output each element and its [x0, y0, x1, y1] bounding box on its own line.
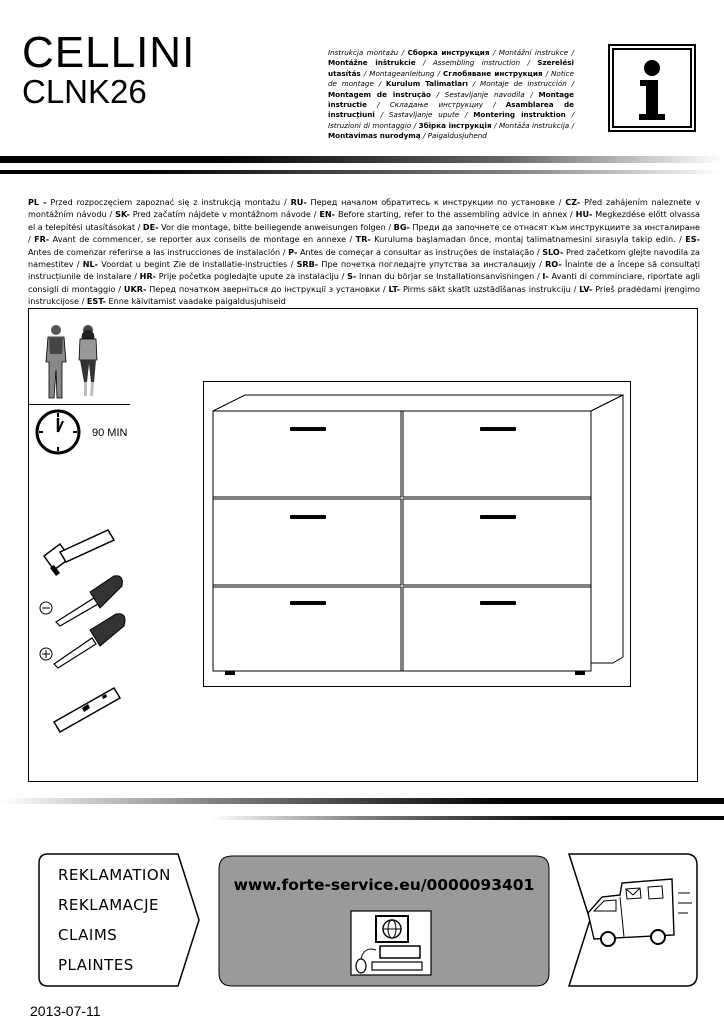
notice-text: Avanti di comminciare, riportate agli consigli di montaggio / [28, 271, 700, 294]
notice-text: Innan du börjar se Installationsanvisningen / [356, 271, 543, 282]
notice-text: Voordat u begint Zie de installatie-instructies / [98, 259, 297, 270]
language-code: SK- [115, 209, 130, 220]
header-divider-thin [0, 170, 724, 174]
language-code: P- [288, 246, 298, 257]
notice-text: Перед началом обратитесь к инструкции по установке / [306, 197, 566, 207]
language-code: EN- [319, 209, 336, 220]
notice-text: Antes de comenzar referirse a las instrucciones de instalación / [28, 246, 289, 257]
language-title: Montaje de instrucción [480, 79, 567, 89]
language-title: Montageanleitung [369, 68, 435, 78]
language-title: Montavimas nurodymą [328, 131, 421, 141]
claim-label: CLAIMS [58, 926, 118, 944]
notice-text: Kuruluma başlamadan önce, montaj talimatnamesini sırasıyla takip edin. / [370, 234, 686, 245]
product-title: CELLINI [22, 28, 196, 77]
language-code: HR- [139, 271, 157, 282]
info-i-icon [608, 44, 696, 132]
language-code: RO- [545, 259, 562, 270]
language-code: SRB- [296, 259, 319, 270]
language-title: Збірка інструкція [418, 120, 492, 130]
hammer-icon [44, 530, 114, 576]
language-title: Montážne inštrukcie [328, 58, 416, 68]
claim-label: PLAINTES [58, 956, 134, 974]
notice-text: Vor die montage, bitte beiliegende anweisungen folgen / [158, 221, 394, 232]
language-code: ES- [685, 234, 700, 245]
language-code: CZ- [565, 197, 581, 207]
language-title: Sestavljanje navodila [444, 89, 525, 99]
notice-text: Пре почетка погледајте упутства за инсталацију / [318, 259, 546, 270]
language-title: Сглобяване инструкция [443, 68, 543, 78]
language-title: Sastavljanje upute [388, 110, 460, 120]
language-title: Instrukcja montażu [328, 48, 399, 57]
notice-text: Megkezdése előtt olvassa el a telepítési utasításokat / [28, 209, 700, 232]
notice-text: Pirms sākt skatīt uzstādīšanas instrukciju / [400, 283, 580, 294]
spirit-level-icon [54, 688, 120, 732]
language-title: Paigaldusjuhend [427, 131, 487, 141]
notice-text: Před zahájením naleznete v montážním návodu / [28, 197, 700, 220]
notice-text: Pred začatím nájdete v montážnom návode / [129, 209, 320, 220]
notice-text: Pred začetkom glejte navodila za namestitev / [28, 246, 700, 270]
language-code: HU- [575, 209, 593, 220]
language-code: S- [347, 271, 357, 282]
two-people-icon [40, 322, 110, 402]
footer-divider [0, 798, 724, 804]
language-title: Montāža instrukcija [498, 120, 570, 130]
language-code: UKR- [123, 283, 147, 294]
notice-text: Prieš pradėdami įrengimo instrukcijose / [28, 283, 700, 307]
notice-text: Prije početka pogledajte upute za instalaciju / [156, 271, 348, 282]
phillips-screwdriver-icon [40, 614, 125, 668]
language-title: Складање инструкциу [389, 100, 483, 110]
notice-text: Antes de começar a consultar as instruções de instalação / [297, 246, 543, 257]
clock-icon [34, 408, 82, 456]
footer-divider-thin [210, 816, 724, 820]
language-title: Сборка инструкция [407, 48, 490, 57]
language-title: Montering instruktion [473, 110, 566, 120]
notice-text: Înainte de a începe să consultați instrucțiunile de instalare / [28, 259, 700, 282]
language-title: Montážní instrukce [498, 48, 569, 57]
document-date: 2013-07-11 [30, 1003, 101, 1019]
language-title: Kurulum Talimatları [385, 79, 469, 89]
assembly-duration: 90 MIN [92, 427, 128, 439]
claim-label: REKLAMATION [58, 866, 171, 884]
language-title: Assembling instruction [432, 58, 521, 68]
language-code: RU- [290, 197, 307, 207]
notice-text: Преди да започнете се отнасят към инструкциите за инсталиране / [28, 221, 701, 245]
language-title: Istruzioni di montaggio [328, 120, 412, 130]
language-code: BG- [393, 221, 410, 232]
language-code: TR- [355, 234, 371, 245]
language-code: SLO- [542, 246, 564, 257]
language-code: PL - [28, 197, 47, 207]
language-title: Asamblarea de instrucțiuni [328, 100, 574, 120]
notice-text: Enne käivitamist vaadake paigaldusjuhiseid [105, 296, 286, 307]
language-code: LV- [579, 283, 593, 294]
language-code: NL- [82, 259, 99, 270]
language-title: Montagem de instrução [328, 89, 431, 99]
service-url: www.forte-service.eu/0000093401 [233, 876, 535, 894]
language-code: FR- [34, 234, 50, 245]
notice-text: Before starting, refer to the assembling advice in annex / [335, 209, 576, 220]
product-code: CLNK26 [22, 73, 147, 110]
computer-globe-icon [350, 910, 432, 976]
chest-of-drawers-illustration [203, 381, 631, 687]
multilingual-notice [28, 196, 700, 308]
claim-label: REKLAMACJE [58, 896, 160, 914]
language-code: EST- [86, 296, 106, 307]
language-title: Notice de montage [328, 68, 575, 89]
tools-list [34, 526, 134, 742]
language-code: I- [542, 271, 549, 282]
language-title: Montage instructie [328, 89, 575, 110]
language-code: LT- [388, 283, 401, 294]
language-title: Szerelési utasítás [328, 58, 574, 78]
header-divider [0, 156, 724, 163]
language-code: DE- [142, 221, 159, 232]
assembly-instruction-languages: Instrukcja montażu / Сборка инструкция / Montážní instrukce / Montážne inštrukcie / Assembling instruction / Szerelési utasítás / Montageanleitung / Сглобяване инструкция / Notice de montage / Kurulum Talimatları / Montaje de instrucción / Montagem de instrução / Sestavljanje navodila / Montage instructie / Складање инструкциу / Asamblarea de instrucțiuni / Sastavljanje upute / Montering instruktion / Istruzioni di montaggio / Збірка інструкція / Montāža instrukcija / Montavimas nurodymą / Paigaldusjuhend [328, 48, 575, 141]
delivery-van-icon [568, 853, 698, 987]
notice-text: Avant de commencer, se reporter aux conseils de montage en annexe / [49, 234, 356, 245]
panel-divider [28, 404, 130, 405]
notice-text: Перед початком зверніться до інструкції з установки / [146, 283, 389, 294]
notice-text: Przed rozpoczęciem zapoznać się z instrukcją montażu / [46, 197, 291, 207]
